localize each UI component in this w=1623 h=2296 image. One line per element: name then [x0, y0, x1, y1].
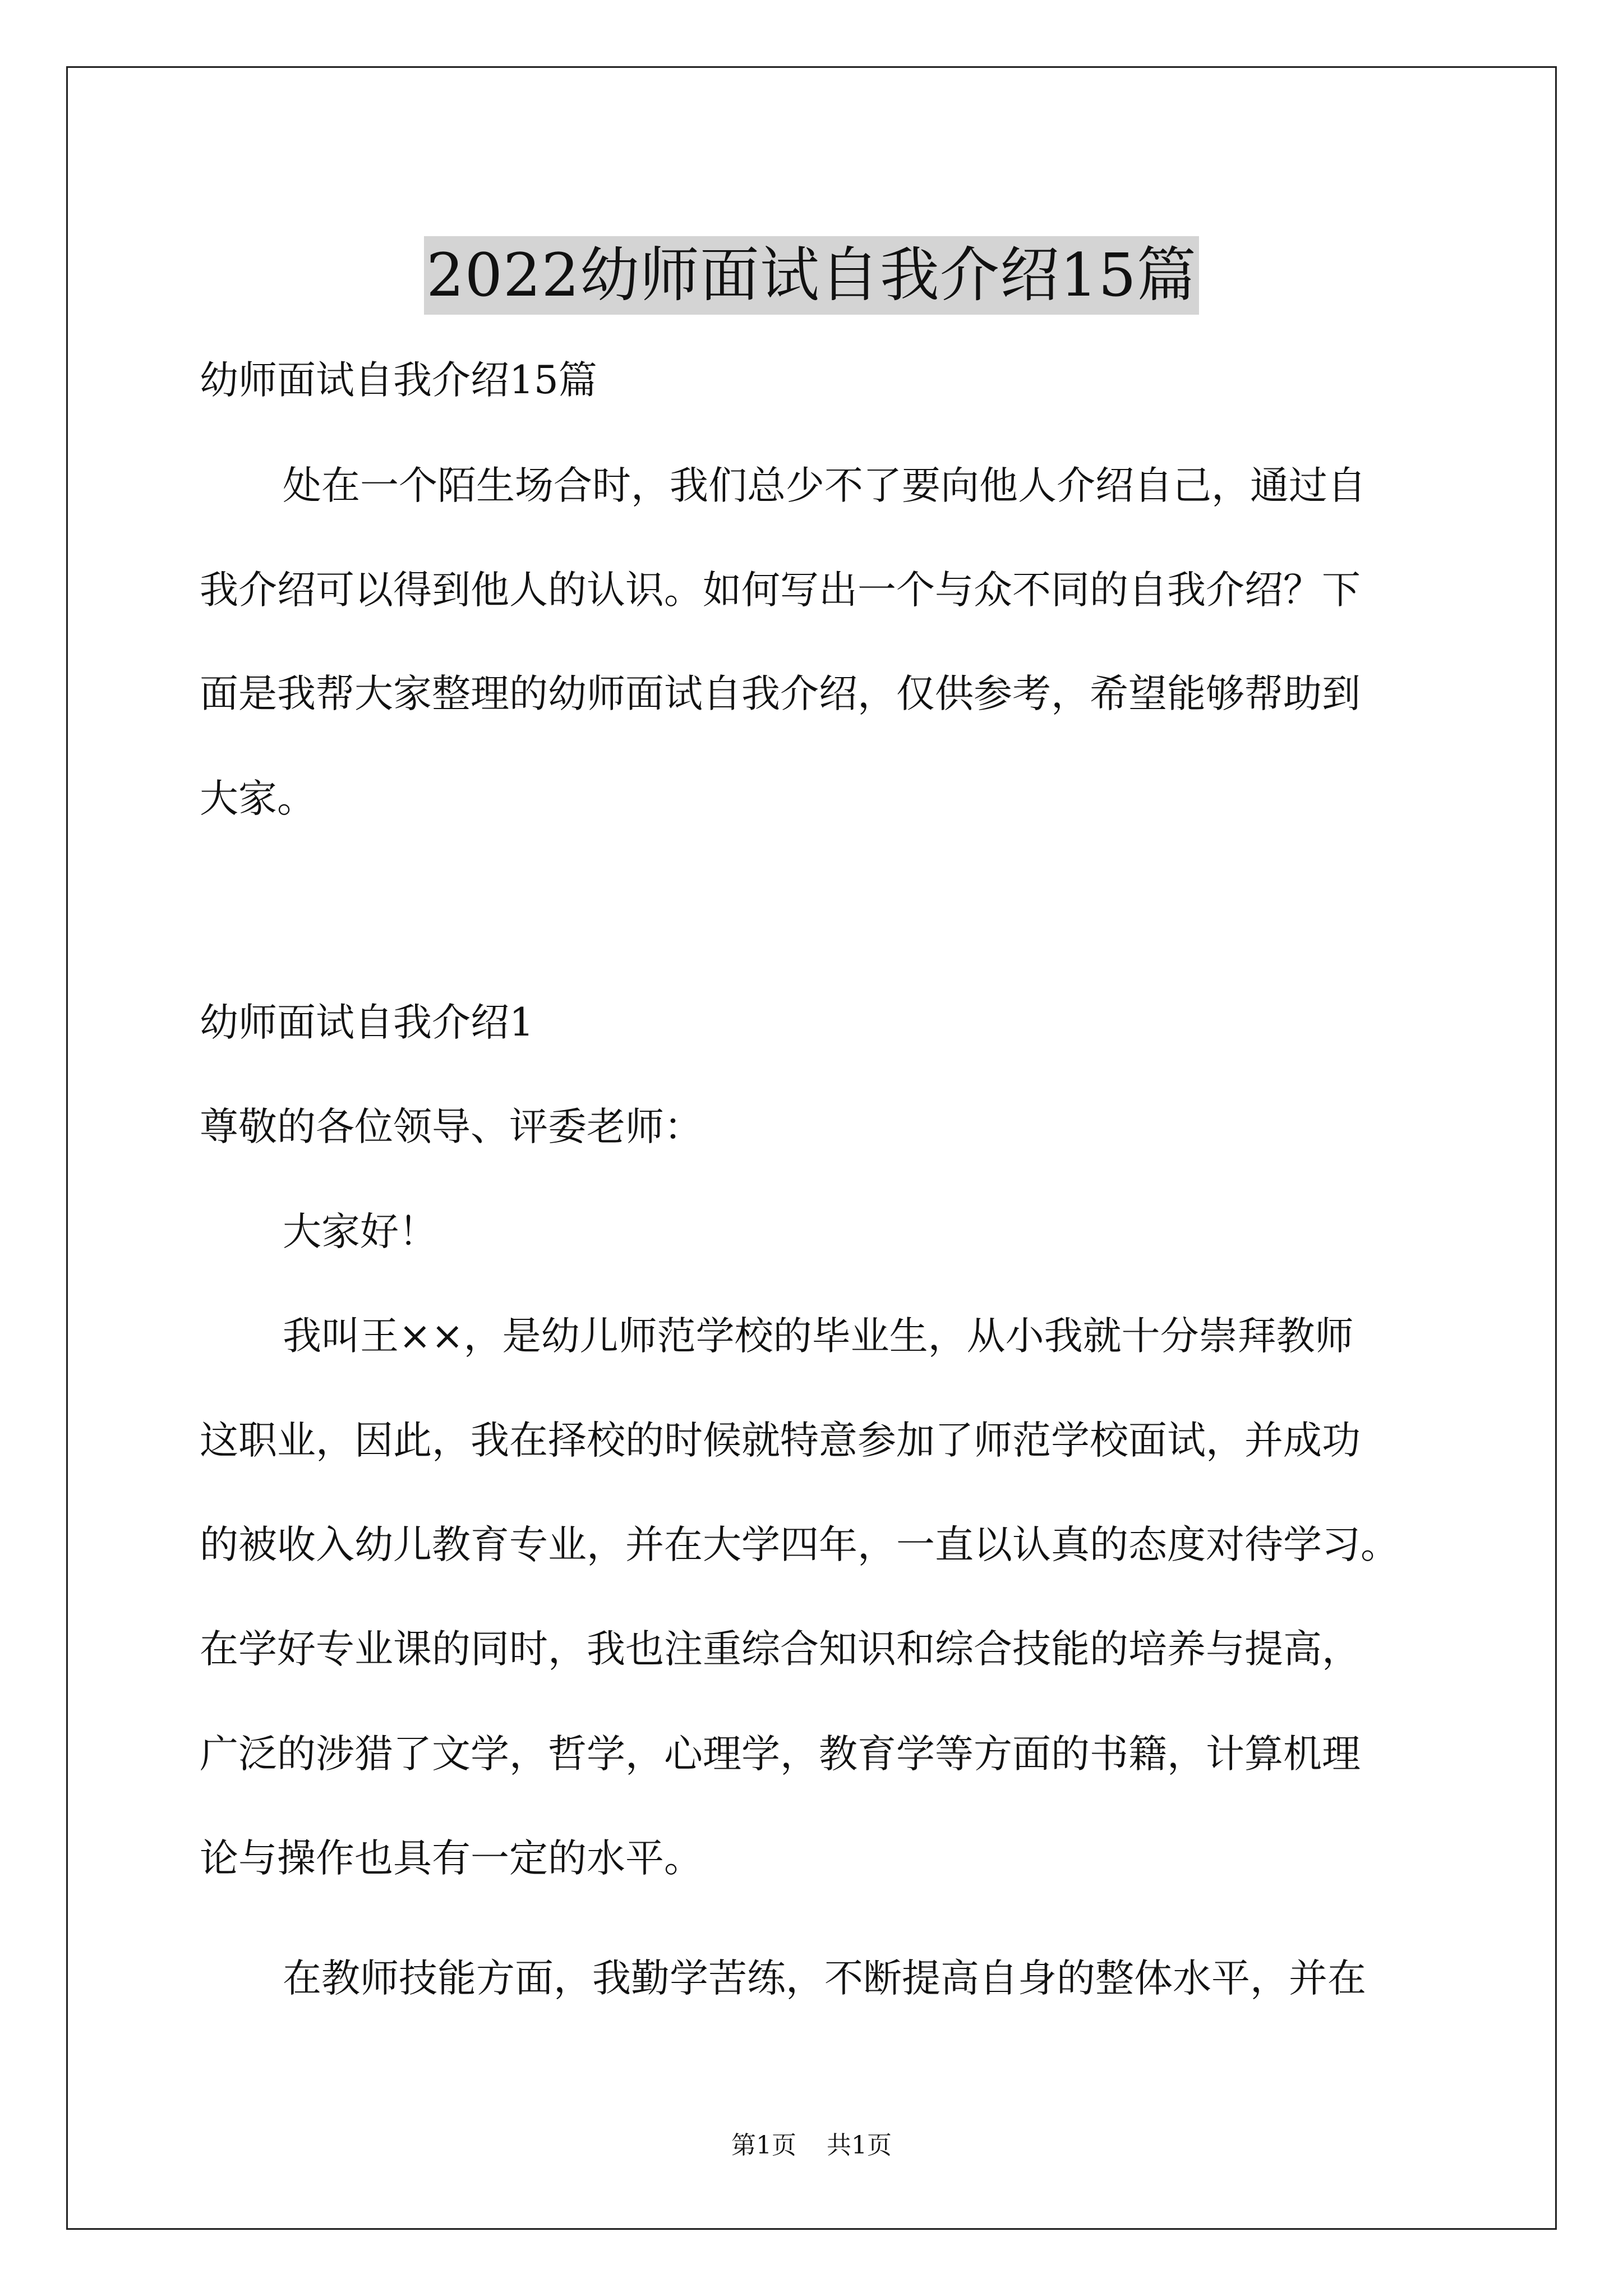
intro-line-2: 我介绍可以得到他人的认识。如何写出一个与众不同的自我介绍？下 — [200, 568, 1361, 613]
intro-line-4: 大家。 — [200, 776, 316, 821]
paragraph1-line-1: 我叫王××，是幼儿师范学校的毕业生，从小我就十分崇拜教师 — [283, 1314, 1354, 1359]
intro-line-3: 面是我帮大家整理的幼师面试自我介绍，仅供参考，希望能够帮助到 — [200, 671, 1361, 716]
intro-line-1: 处在一个陌生场合时，我们总少不了要向他人介绍自己，通过自 — [283, 463, 1366, 508]
page-number-current: 第1页 — [731, 2131, 796, 2160]
page-footer — [0, 2129, 1623, 2162]
paragraph1-line-4: 在学好专业课的同时，我也注重综合知识和综合技能的培养与提高， — [200, 1627, 1361, 1672]
paragraph1-line-3: 的被收入幼儿教育专业，并在大学四年，一直以认真的态度对待学习。 — [200, 1522, 1399, 1567]
paragraph1-line-5: 广泛的涉猎了文学，哲学，心理学，教育学等方面的书籍，计算机理 — [200, 1732, 1361, 1777]
paragraph1-line-6: 论与操作也具有一定的水平。 — [200, 1836, 703, 1881]
salutation: 尊敬的各位领导、评委老师： — [200, 1105, 703, 1149]
section-heading: 幼师面试自我介绍1 — [200, 1000, 534, 1045]
paragraph1-line-2: 这职业，因此，我在择校的时候就特意参加了师范学校面试，并成功 — [200, 1418, 1361, 1463]
document-subtitle: 幼师面试自我介绍15篇 — [200, 358, 597, 403]
greeting: 大家好！ — [283, 1209, 437, 1254]
title-container — [0, 196, 1623, 355]
paragraph2-line-1: 在教师技能方面，我勤学苦练，不断提高自身的整体水平，并在 — [283, 1956, 1366, 2001]
page-number-total: 共1页 — [827, 2131, 892, 2160]
document-title: 2022幼师面试自我介绍15篇 — [424, 236, 1199, 315]
